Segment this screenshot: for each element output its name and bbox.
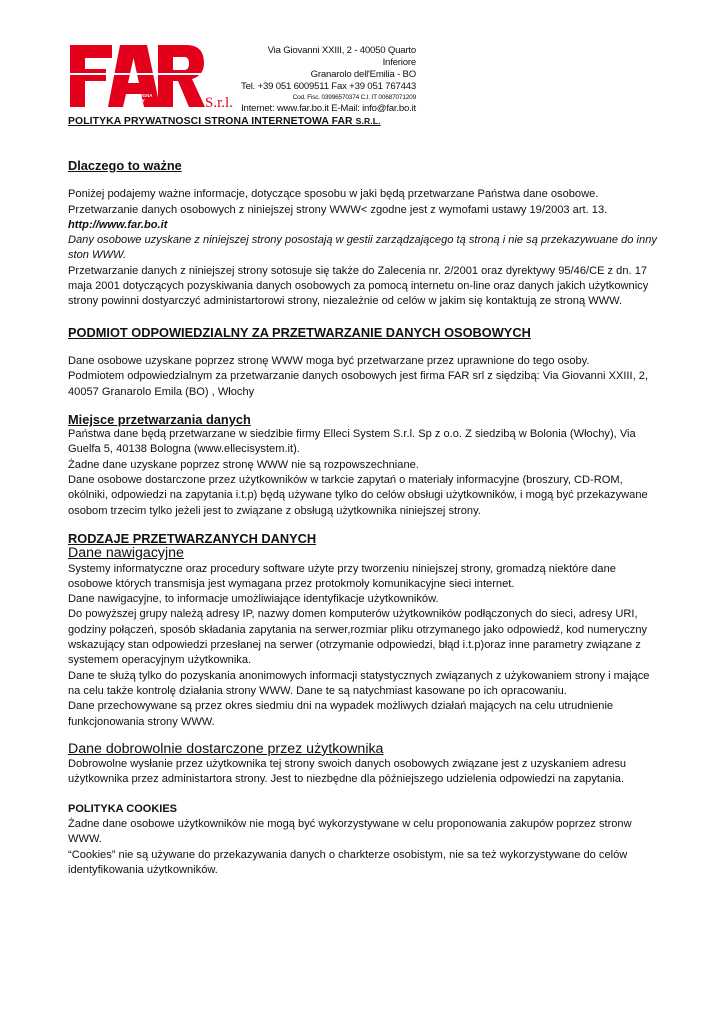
paragraph: Dane osobowe uzyskane poprzez stronę WWW moga być przetwarzane przez uprawnione do tego osoby. <box>68 354 590 367</box>
address-line-5: Internet: www.far.bo.it E-Mail: info@far.bo.it <box>241 103 416 114</box>
paragraph: Dane te służą tylko do pozyskania anonimowych informacji statystycznych związanych z użykowaniem strony i mające na celu także kontrolę działania strony WWW. Dane te są natychmiast kasowane po ich opracowaniu. <box>68 669 650 697</box>
logo-italy: ITALY <box>133 98 145 103</box>
paragraph: Systemy informatyczne oraz procedury software użyte przy tworzeniu niniejszej strony, gromadzą niektóre dane osobowe których transmisja jest wymagana przez protokmoły komunikacyjne sieci internet. <box>68 562 616 590</box>
paragraph: Żadne dane osobowe użytkowników nie mogą być wykorzystywane w celu proponowania zakupów poprzez stronw WWW. <box>68 817 632 846</box>
paragraph: Do powyższej grupy należą adresy IP, nazwy domen komputerów użytkowników podłączonych do sieci, adresy URI, godziny połączeń, sposób składania zapytania na serwer,rozmiar pliku otrzymanego jako odpowiedź, kod numeryczny wskazujący stan odpowiedzi przesłanej na serwer (otrzymanie odpowiedzi, błąd i.t.p)oraz inne parametry związane z systemem operacyjnym użytkownika. <box>68 608 648 667</box>
address-line-4: Cod. Fisc. 03996570374 C.I. IT 00687071209 <box>292 94 416 101</box>
company-address <box>236 45 416 115</box>
paragraph: Dany osobowe uzyskane z niniejszej strony posostają w gestii zarządzającego tą stroną i nie są przekazywuane do inny ston WWW. <box>68 234 657 262</box>
section-heading-controller: PODMIOT ODPOWIEDZIALNY ZA PRZETWARZANIE DANYCH OSOBOWYCH <box>68 324 531 340</box>
paragraph: Poniżej podajemy ważne informacje, dotyczące sposobu w jaki będą przetwarzane Państwa dane osobowe. Przetwarzanie danych osobowych z niniejszej strony WWW< zgodne jest z wymofami ustawy 19/2003 art. 13. <box>68 188 608 216</box>
paragraph: Dane osobowe dostarczone przez użytkowników w tarkcie zapytań o materiały informacyjne (broszury, CD-ROM, okólniki, odpowiedzi na zapytania i.t.p) będą używane tylko do celów obsługi użytkowników, i mogą być przekazywane osobom trzecim tylko jeżeli jest to związane z obsługą użytkownika niniejszej strony. <box>68 474 648 517</box>
section-heading-why: Dlaczego to ważne <box>68 158 182 173</box>
paragraph: Państwa dane będą przetwarzane w siedzibie firmy Elleci System S.r.l. Sp z o.o. Z siedzibą w Bolonia (Włochy), Via Guelfa 5, 40138 Bologna (www.ellecisystem.it). <box>68 428 636 456</box>
section-heading-data-types: RODZAJE PRZETWARZANYCH DANYCH <box>68 530 317 546</box>
far-logo <box>68 45 234 109</box>
section-heading-cookies: POLITYKA COOKIES <box>68 802 177 815</box>
subheading-voluntary-data: Dane dobrowolnie dostarczone przez użytkownika <box>68 740 384 757</box>
website-url: http://www.far.bo.it <box>68 218 168 231</box>
section-heading-place: Miejsce przetwarzania danych <box>68 411 251 427</box>
subheading-navigation-data: Dane nawigacyjne <box>68 545 184 562</box>
address-line-3: Tel. +39 051 6009511 Fax +39 051 767443 <box>241 81 416 92</box>
paragraph: Przetwarzanie danych z niniejszej strony sotosuje się także do Zalecenia nr. 2/2001 oraz dyrektywy 95/46/CE z dn. 17 maja 2001 dotyczących pozyskiwania danych osobowych za pomocą internetu on-line oraz danych jakich użytkownicy strony powinni dostyarczyć administartorowi strony, niezależnie od celów w jakim się kontaktują ze stroną WWW. <box>68 264 649 308</box>
paragraph: Dane nawigacyjne, to informacje umożliwiające identyfikacje użytkowników. <box>68 593 439 606</box>
policy-title-main: POLITYKA PRYWATNOSCI STRONA INTERNETOWA FAR <box>68 116 356 127</box>
paragraph: Podmiotem odpowiedzialnym za przetwarzanie danych osobowych jest firma FAR srl z siędzibą: Via Giovanni XXIII, 2, 40057 Granarolo Emila (BO) , Włochy <box>68 370 649 398</box>
address-line-1: Via Giovanni XXIII, 2 - 40050 Quarto Inferiore <box>267 45 416 68</box>
paragraph: Dobrowolne wysłanie przez użytkownika tej strony swoich danych osobowych związane jest z uzyskaniem adresu użytkownika przez administartora strony. Jest to niezbędne dla późniejszego udzielenia odpowiedzi na zapytania. <box>68 758 627 786</box>
document-body <box>68 158 658 878</box>
logo-bologna: BOLOGNA <box>130 93 153 98</box>
logo-srl: S.r.l. <box>205 95 233 109</box>
paragraph: Dane przechowywane są przez okres siedmiu dni na wypadek możliwych działań mających na celu utrudnienie funkcjonowania strony WWW. <box>68 700 614 728</box>
paragraph: “Cookies” nie są używane do przekazywania danych o charkterze osobistym, nie sa też wykorzystywane do celów identyfikowania użytkowników. <box>68 848 628 876</box>
paragraph: Żadne dane uzyskane poprzez stronę WWW nie są rozpowszechniane. <box>68 458 419 471</box>
policy-title <box>68 116 381 127</box>
address-line-2: Granarolo dell'Emilia - BO <box>310 69 416 80</box>
policy-title-suffix: S.R.L. <box>355 116 381 126</box>
